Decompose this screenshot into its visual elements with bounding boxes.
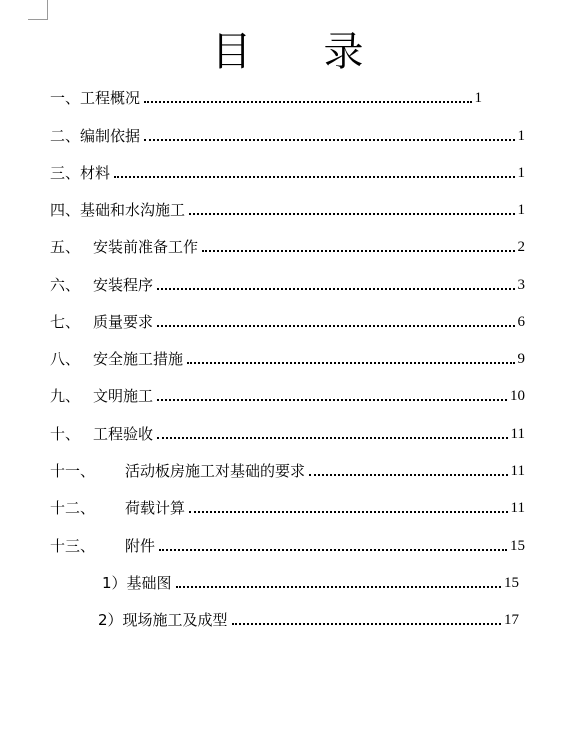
toc-entry-page: 15 [510, 538, 525, 554]
toc-entry-number: 五、 [50, 238, 81, 256]
toc-entry-label: 基础图 [126, 574, 172, 592]
toc-entry-page: 9 [517, 351, 525, 367]
toc-leader [202, 246, 514, 252]
toc-entry-number: 六、 [50, 276, 81, 294]
toc-entry-number: 七、 [50, 313, 81, 331]
toc-leader [157, 433, 508, 439]
toc-entry-number: 一、 [50, 89, 81, 107]
toc-entry-page: 1 [517, 165, 525, 181]
toc-entry[interactable] [50, 534, 525, 556]
toc-leader [159, 545, 507, 551]
toc-entry[interactable] [50, 384, 525, 406]
toc-entry[interactable] [50, 347, 525, 369]
toc-entry-number: 二、 [50, 127, 81, 145]
toc-leader [144, 135, 514, 141]
toc-entry-number: 九、 [50, 387, 81, 405]
toc-entry[interactable] [98, 608, 519, 630]
toc-entry-label: 工程验收 [93, 425, 154, 443]
toc-entry[interactable] [102, 571, 519, 593]
toc-entry[interactable] [50, 310, 525, 332]
toc-entry-number: 十一、 [50, 462, 96, 480]
toc-entry-page: 17 [504, 612, 519, 628]
toc-entry[interactable] [50, 235, 525, 257]
toc-leader [157, 395, 507, 401]
toc-entry-number: 十二、 [50, 499, 96, 517]
toc-entry-page: 11 [510, 463, 525, 479]
toc-entry-number: 十、 [50, 425, 81, 443]
toc-entry[interactable] [50, 198, 525, 220]
toc-leader [114, 172, 514, 178]
toc-entry-page: 2 [517, 239, 525, 255]
toc-leader [189, 507, 508, 513]
toc-entry-label: 安装前准备工作 [93, 238, 199, 256]
toc-entry-page: 1 [517, 202, 525, 218]
toc-entry-label: 荷载计算 [125, 499, 186, 517]
toc-entry-number: 2） [98, 611, 123, 629]
toc-entry[interactable] [50, 496, 525, 518]
toc-leader [189, 209, 514, 215]
toc-entry-page: 15 [504, 575, 519, 591]
toc-entry[interactable] [50, 161, 525, 183]
toc-entry-label: 编制依据 [80, 127, 141, 145]
toc-entry[interactable] [50, 459, 525, 481]
toc-entry-label: 基础和水沟施工 [80, 201, 186, 219]
toc-leader [176, 582, 501, 588]
toc-entry-label: 活动板房施工对基础的要求 [125, 462, 306, 480]
toc-leader [157, 321, 514, 327]
toc-entry-number: 1） [102, 574, 127, 592]
toc-entry[interactable] [50, 124, 525, 146]
toc-entry-label: 质量要求 [93, 313, 154, 331]
toc-entry-label: 文明施工 [93, 387, 154, 405]
toc-leader [187, 358, 514, 364]
toc-entry-number: 十三、 [50, 537, 96, 555]
toc-entry-number: 八、 [50, 350, 81, 368]
toc-entry-page: 1 [517, 128, 525, 144]
toc-leader [309, 470, 508, 476]
toc-entry-label: 安装程序 [93, 276, 154, 294]
toc-entry[interactable] [50, 273, 525, 295]
toc-leader [144, 97, 471, 103]
toc-leader [157, 284, 514, 290]
toc-entry-page: 3 [517, 277, 525, 293]
toc-entry-page: 11 [510, 426, 525, 442]
toc-entry[interactable] [50, 86, 482, 108]
toc-entry-number: 三、 [50, 164, 81, 182]
toc-entry-label: 附件 [125, 537, 156, 555]
toc-title-char-2: 录 [323, 29, 364, 75]
toc-title-char-1: 目 [211, 29, 252, 75]
toc-entry-page: 10 [510, 388, 525, 404]
toc-entry-label: 现场施工及成型 [122, 611, 228, 629]
toc-leader [232, 619, 501, 625]
toc-entry-label: 工程概况 [80, 89, 141, 107]
toc-entry-page: 11 [510, 500, 525, 516]
toc-entry[interactable] [50, 422, 525, 444]
toc-entry-label: 安全施工措施 [93, 350, 184, 368]
toc-entry-number: 四、 [50, 201, 81, 219]
toc-entry-page: 6 [517, 314, 525, 330]
toc-entry-label: 材料 [80, 164, 111, 182]
toc-entry-page: 1 [474, 90, 482, 106]
